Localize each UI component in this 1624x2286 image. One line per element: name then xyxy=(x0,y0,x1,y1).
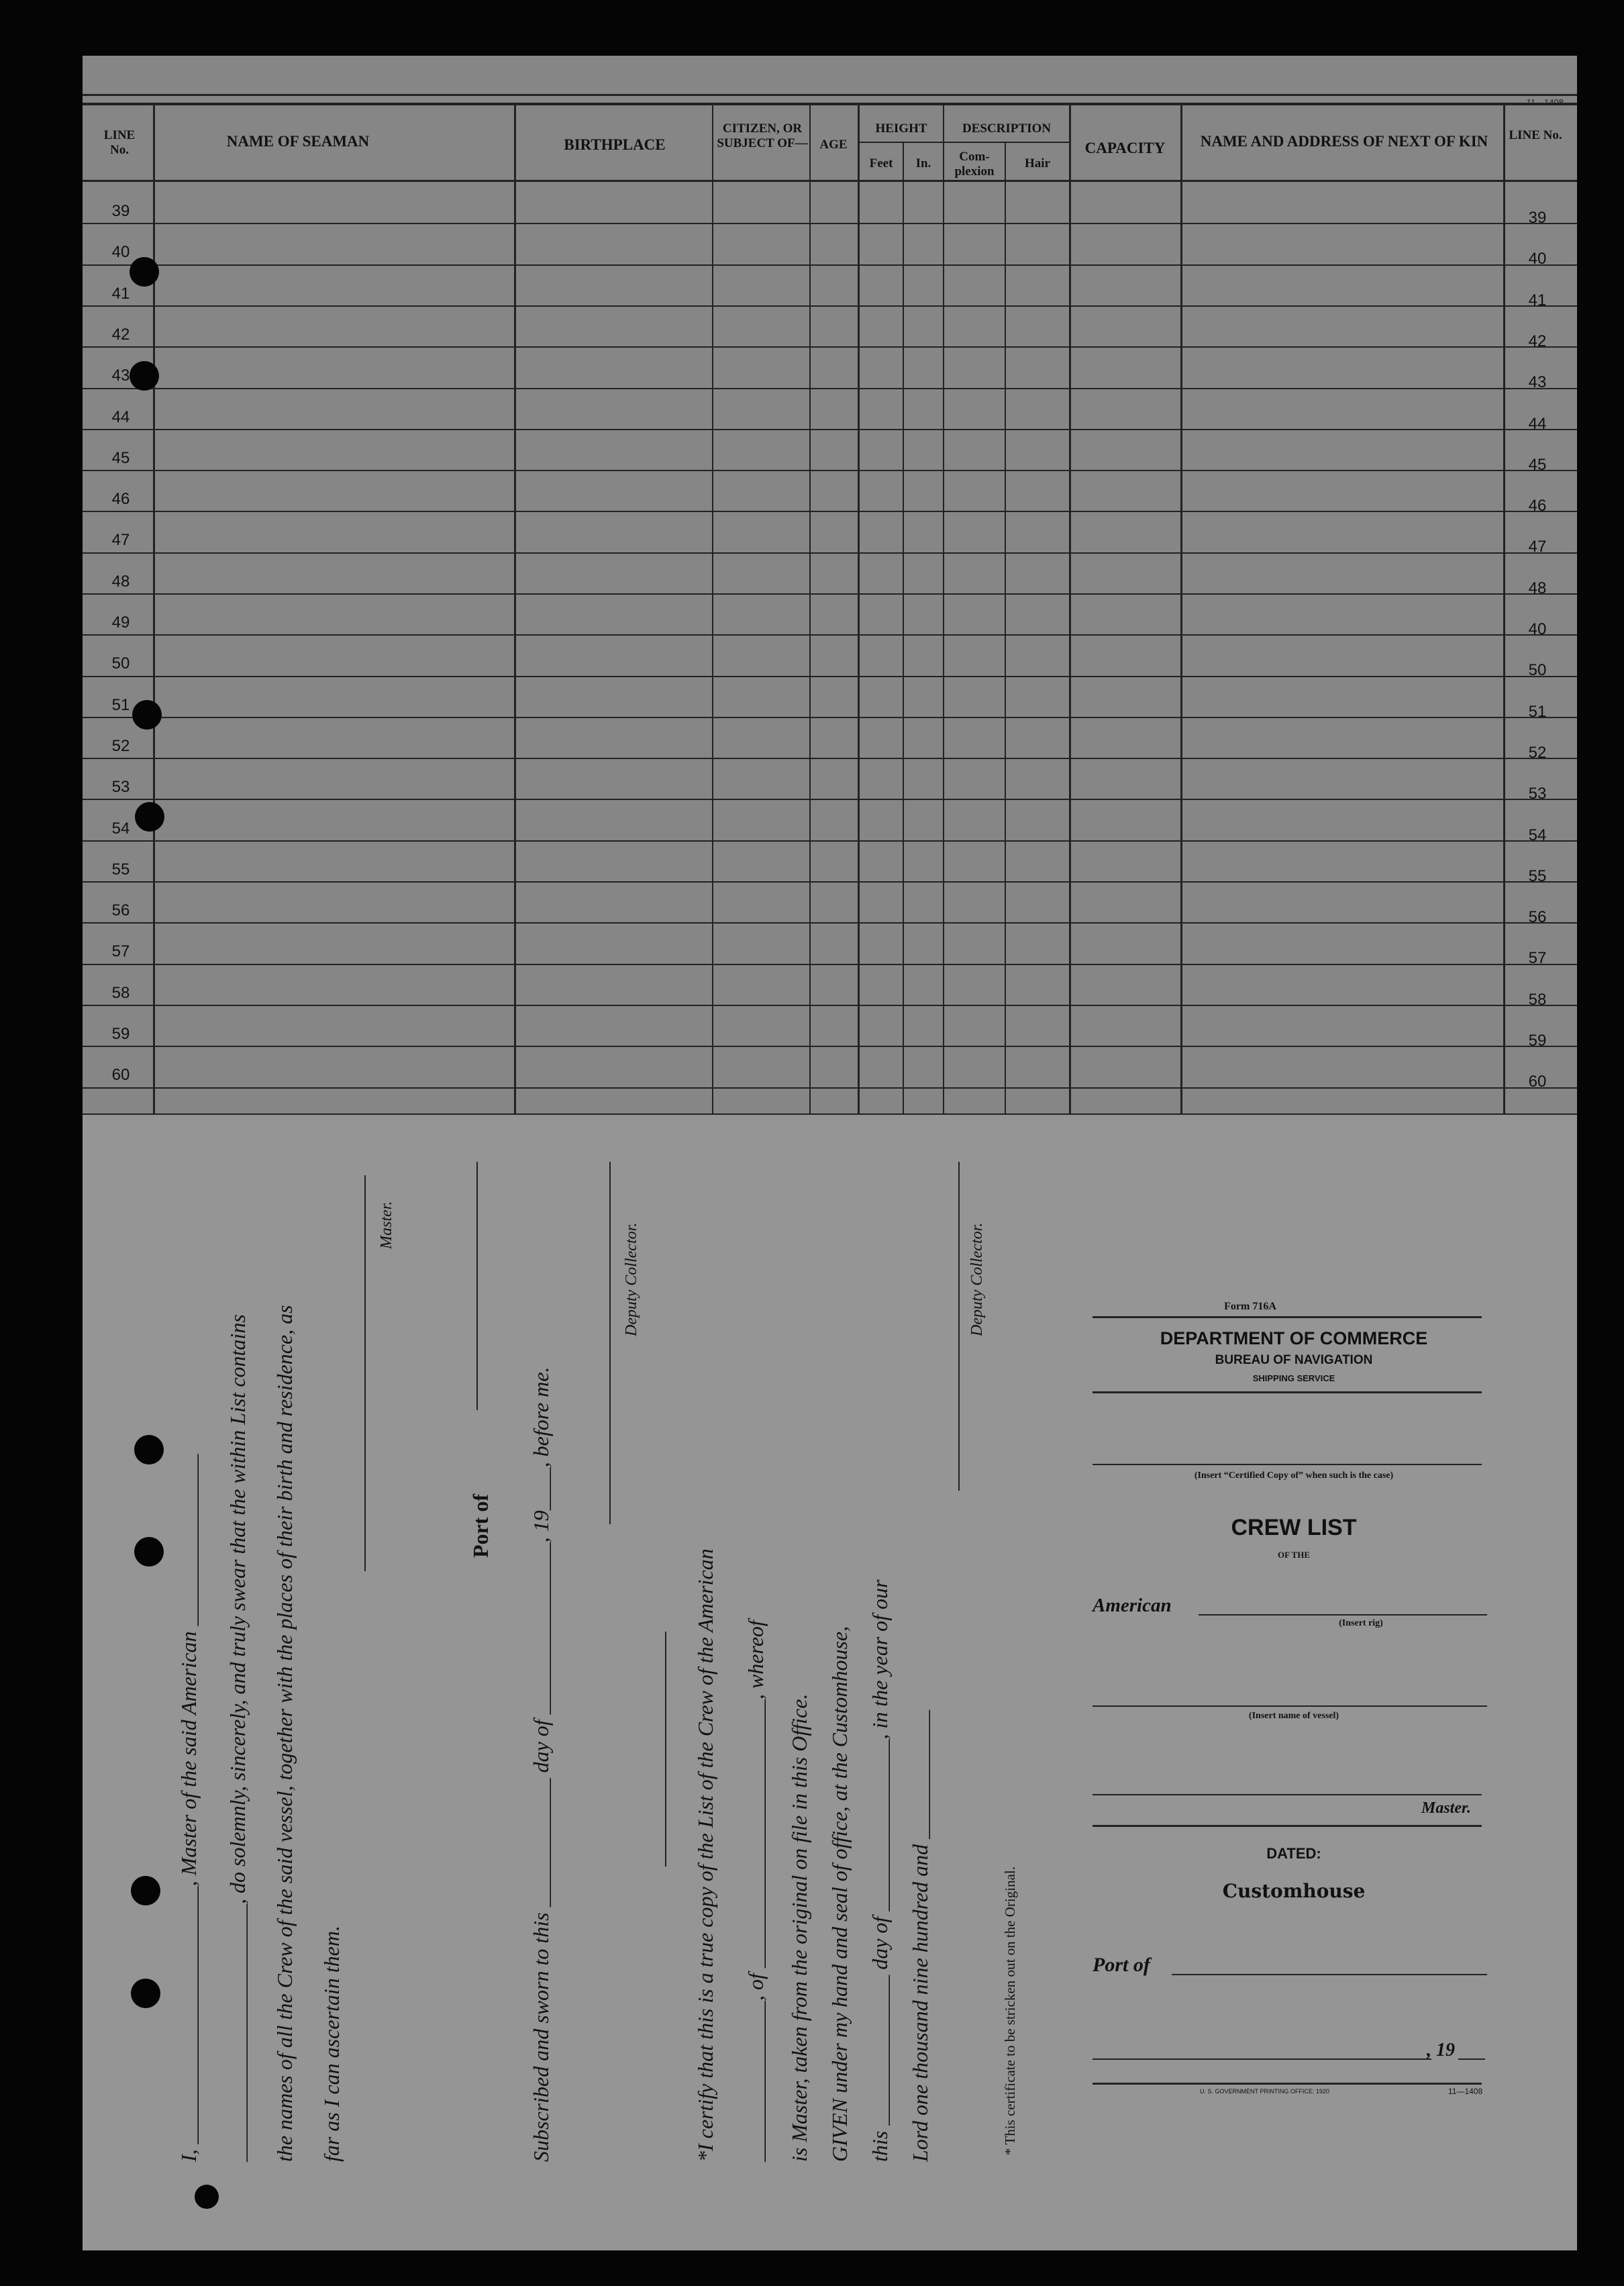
row-rule xyxy=(83,964,1577,965)
punch-hole xyxy=(134,1435,164,1464)
printing-office-note: U. S. GOVERNMENT PRINTING OFFICE: 1920 xyxy=(1200,2088,1329,2095)
oath-line-3: the names of all the Crew of the said vessel, together with the places of their birth and residence, as xyxy=(272,1305,297,2162)
is-master-line: is Master, taken from the original on file in this Office. xyxy=(787,1693,811,2162)
form-number: Form 716A xyxy=(1224,1301,1276,1312)
subscribed-line: Subscribed and sworn to this ____________ day of ________________, 19____, before me. xyxy=(529,1366,553,2162)
seal-line xyxy=(665,1632,666,1867)
header-capacity: CAPACITY xyxy=(1084,140,1166,156)
header-next-of-kin: NAME AND ADDRESS OF NEXT OF KIN xyxy=(1200,133,1488,150)
row-rule xyxy=(83,388,1577,389)
footnote: * This certificate to be stricken out on the Original. xyxy=(1002,1867,1018,2155)
line-number-left: 57 xyxy=(111,942,130,960)
line-number-right: 39 xyxy=(1528,209,1547,227)
line-number-left: 54 xyxy=(111,819,130,838)
line-number-right: 59 xyxy=(1528,1032,1547,1050)
row-rule xyxy=(83,429,1577,430)
punch-hole xyxy=(195,2185,219,2209)
line-number-left: 53 xyxy=(111,778,130,796)
vessel-name-line xyxy=(1093,1705,1487,1707)
row-rule xyxy=(83,1005,1577,1006)
given-line: GIVEN under my hand and seal of office, at the Customhouse, xyxy=(827,1626,852,2162)
row-rule xyxy=(83,1046,1577,1047)
line-number-right: 44 xyxy=(1528,415,1547,433)
customhouse-label: Customhouse xyxy=(1222,1880,1366,1902)
line-number-left: 46 xyxy=(111,490,130,508)
bureau-title: BUREAU OF NAVIGATION xyxy=(1215,1353,1373,1367)
line-number-right: 51 xyxy=(1528,703,1547,721)
deputy-collector-label-1: Deputy Collector. xyxy=(623,1222,640,1336)
dated-label: DATED: xyxy=(1266,1845,1321,1862)
line-number-left: 55 xyxy=(111,860,130,879)
header-citizen: CITIZEN, OR SUBJECT OF— xyxy=(717,121,808,150)
row-rule xyxy=(83,1087,1577,1089)
line-number-right: 52 xyxy=(1528,744,1547,762)
service-title: SHIPPING SERVICE xyxy=(1252,1373,1335,1383)
row-rule xyxy=(83,881,1577,883)
port-of-line xyxy=(476,1162,478,1410)
header-age: AGE xyxy=(819,138,848,152)
line-number-left: 44 xyxy=(111,408,130,426)
row-rule xyxy=(83,305,1577,307)
header-feet: Feet xyxy=(869,156,893,170)
certificate-section xyxy=(83,1115,1577,2250)
cover-master-label: Master. xyxy=(1421,1799,1472,1817)
header-name-of-seaman: NAME OF SEAMAN xyxy=(226,133,370,150)
line-number-left: 59 xyxy=(111,1025,130,1043)
punch-hole xyxy=(132,700,162,730)
line-number-right: 47 xyxy=(1528,538,1547,556)
row-rule xyxy=(83,758,1577,759)
certify-line: *I certify that this is a true copy of the List of the Crew of the American xyxy=(693,1548,717,2162)
row-rule xyxy=(83,346,1577,348)
punch-hole xyxy=(130,361,159,391)
line-number-right: 55 xyxy=(1528,867,1547,885)
line-number-right: 54 xyxy=(1528,826,1547,844)
line-number-left: 45 xyxy=(111,449,130,467)
line-number-left: 50 xyxy=(111,654,130,673)
line-number-right: 45 xyxy=(1528,456,1547,474)
row-rule xyxy=(83,840,1577,842)
header-complexion: Com-plexion xyxy=(954,150,995,179)
row-rule xyxy=(83,264,1577,266)
header-line-no: LINE No. xyxy=(103,128,136,157)
row-rule xyxy=(83,799,1577,800)
deputy-collector-label-2: Deputy Collector. xyxy=(968,1222,986,1336)
line-number-right: 43 xyxy=(1528,373,1547,391)
header-hair: Hair xyxy=(1025,156,1050,170)
row-rule xyxy=(83,634,1577,636)
insert-rig-note: (Insert rig) xyxy=(1339,1618,1383,1628)
cover-year-label: , 19 xyxy=(1427,2040,1455,2060)
row-rule xyxy=(83,922,1577,924)
line-number-right: 41 xyxy=(1528,291,1547,309)
oath-line-4: far as I can ascertain them. xyxy=(319,1926,344,2162)
header-line-no-right: LINE No. xyxy=(1509,128,1562,142)
crew-table xyxy=(83,56,1577,1115)
line-number-right: 50 xyxy=(1528,661,1547,679)
master-signature-line xyxy=(364,1175,366,1571)
line-number-left: 49 xyxy=(111,613,130,632)
crew-list-title: CREW LIST xyxy=(1231,1515,1357,1540)
oath-line-2: ________________________, do solemnly, sincerely, and truly swear that the within List contains xyxy=(225,1314,250,2162)
punch-hole xyxy=(135,802,164,832)
header-inches: In. xyxy=(915,156,931,170)
line-number-left: 40 xyxy=(111,243,130,261)
cover-port-of-label: Port of xyxy=(1093,1954,1150,1976)
date-line xyxy=(1093,2058,1431,2060)
header-height: HEIGHT xyxy=(875,121,927,136)
header-birthplace: BIRTHPLACE xyxy=(564,136,666,153)
line-number-right: 60 xyxy=(1528,1073,1547,1091)
line-number-right: 42 xyxy=(1528,332,1547,350)
insert-name-note: (Insert name of vessel) xyxy=(1248,1711,1339,1721)
lord-line: Lord one thousand nine hundred and ____________ xyxy=(908,1709,932,2162)
row-rule xyxy=(83,593,1577,595)
american-label: American xyxy=(1093,1595,1172,1616)
line-number-right: 40 xyxy=(1528,620,1547,638)
line-number-left: 48 xyxy=(111,573,130,591)
line-number-right: 53 xyxy=(1528,785,1547,803)
row-rule xyxy=(83,223,1577,224)
line-number-left: 43 xyxy=(111,366,130,385)
of-the-label: OF THE xyxy=(1277,1550,1311,1560)
line-number-left: 47 xyxy=(111,531,130,549)
row-rule xyxy=(83,552,1577,554)
line-number-right: 58 xyxy=(1528,991,1547,1009)
department-title: DEPARTMENT OF COMMERCE xyxy=(1160,1328,1428,1348)
port-of-label: Port of xyxy=(468,1493,493,1558)
punch-hole xyxy=(134,1537,164,1567)
line-number-right: 40 xyxy=(1528,250,1547,268)
cover-panel xyxy=(1093,1115,1570,2250)
line-number-left: 60 xyxy=(111,1066,130,1084)
punch-hole xyxy=(131,1979,160,2008)
line-number-left: 39 xyxy=(111,202,130,220)
row-rule xyxy=(83,676,1577,677)
oath-line-1: I, ________________________, Master of the said American ________________ xyxy=(176,1454,201,2162)
line-number-right: 48 xyxy=(1528,579,1547,597)
deputy-signature-line-2 xyxy=(958,1162,960,1491)
insert-certified-note: (Insert “Certified Copy of” when such is the case) xyxy=(1194,1471,1394,1481)
row-rule xyxy=(83,470,1577,471)
certified-copy-line xyxy=(1093,1464,1482,1465)
line-number-right: 57 xyxy=(1528,949,1547,967)
cover-code: 11—1408 xyxy=(1448,2087,1483,2096)
of-whereof-line: _______________, of _________________________, whereof xyxy=(744,1620,768,2162)
header-description: DESCRIPTION xyxy=(962,121,1051,136)
master-signature-label: Master. xyxy=(378,1201,395,1249)
row-rule xyxy=(83,511,1577,512)
line-number-left: 58 xyxy=(111,984,130,1002)
row-rule xyxy=(83,717,1577,718)
line-number-right: 56 xyxy=(1528,908,1547,926)
master-name-line xyxy=(1093,1794,1482,1795)
line-number-right: 46 xyxy=(1528,497,1547,515)
punch-hole xyxy=(131,1876,160,1905)
punch-hole xyxy=(130,257,159,287)
this-day-line: this ______________ day of ________________, in the year of our xyxy=(868,1579,892,2162)
line-number-left: 51 xyxy=(111,696,130,714)
line-number-left: 42 xyxy=(111,326,130,344)
crew-list-sheet xyxy=(83,56,1577,2250)
deputy-signature-line-1 xyxy=(609,1162,611,1524)
line-number-left: 56 xyxy=(111,901,130,920)
line-number-left: 52 xyxy=(111,737,130,755)
line-number-left: 41 xyxy=(111,285,130,303)
